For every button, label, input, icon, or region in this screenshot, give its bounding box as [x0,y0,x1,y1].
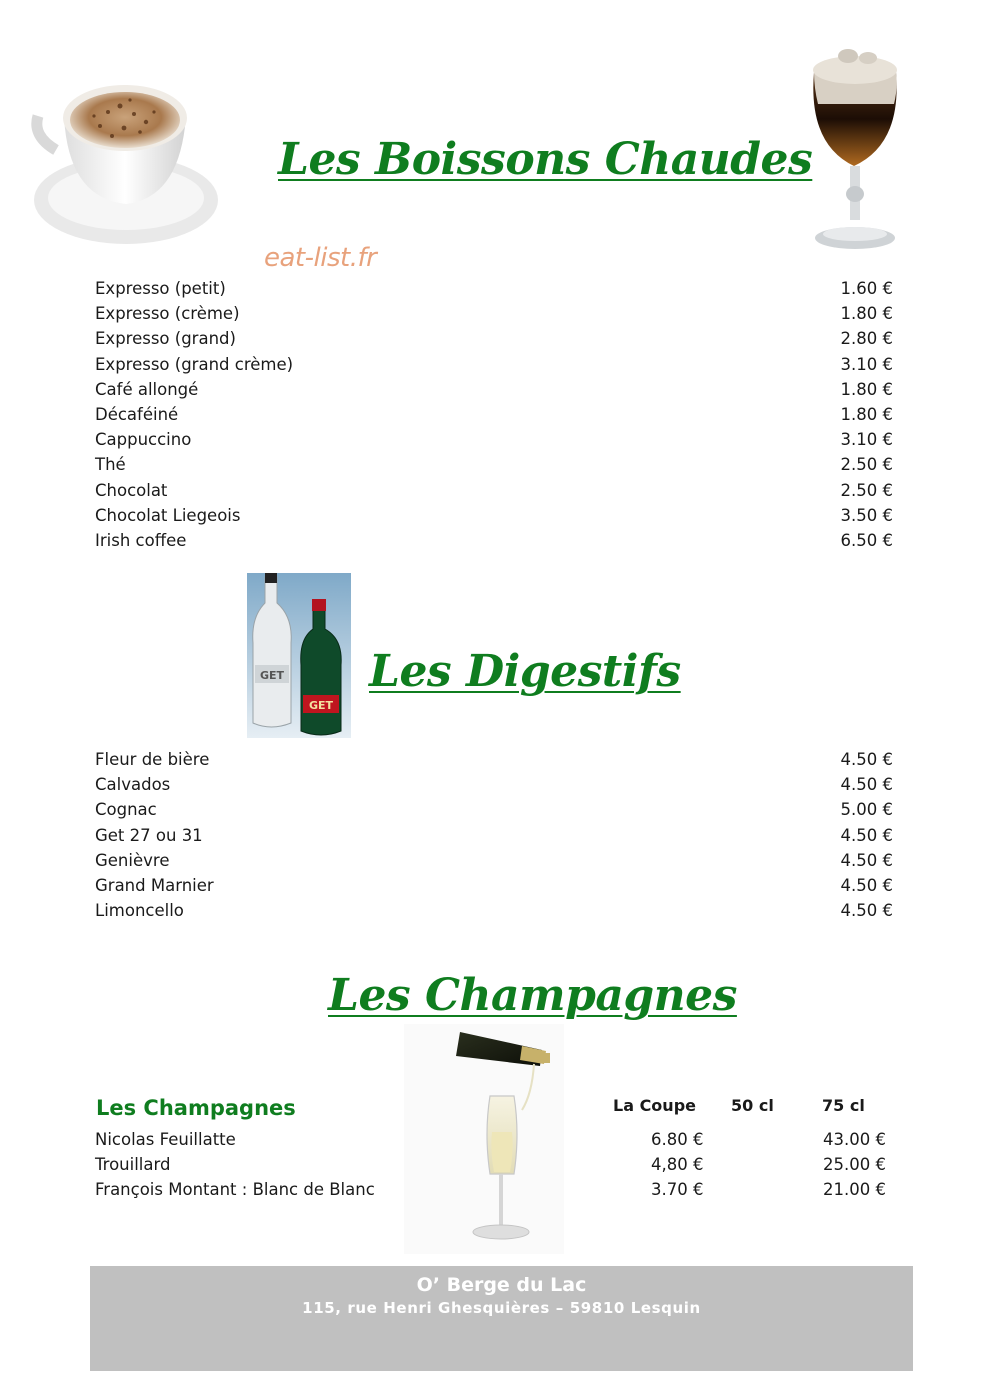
list-item [95,772,893,797]
list-item [95,301,893,326]
champagnes-subtitle: Les Champagnes [96,1096,296,1120]
list-item [95,747,893,772]
liqueur-bottles-image [247,573,351,738]
item-name: Expresso (crème) [95,304,240,324]
item-name: Expresso (grand) [95,329,236,349]
item-price: 2.80 € [840,329,893,349]
list-item [95,452,893,477]
list-item [95,402,893,427]
champagne-name: Trouillard [95,1155,171,1174]
champagne-name: François Montant : Blanc de Blanc [95,1180,375,1199]
champagne-name: Nicolas Feuillatte [95,1130,236,1149]
restaurant-address: 115, rue Henri Ghesquières – 59810 Lesquin [302,1299,701,1317]
item-name: Calvados [95,775,171,795]
list-item [95,503,893,528]
list-item [95,528,893,553]
item-price: 5.00 € [840,800,893,820]
column-header-coupe: La Coupe [613,1096,696,1115]
item-price: 4.50 € [840,875,893,895]
item-name: Chocolat Liegeois [95,505,241,525]
table-row [95,1127,895,1152]
cappuccino-cup-image [28,76,223,248]
list-item [95,427,893,452]
price-75cl: 25.00 € [823,1155,886,1174]
item-name: Genièvre [95,850,170,870]
item-price: 2.50 € [840,455,893,475]
table-row [95,1177,895,1202]
item-name: Get 27 ou 31 [95,825,203,845]
price-coupe: 3.70 € [651,1180,704,1199]
footer-banner [90,1266,913,1371]
item-name: Décaféiné [95,404,179,424]
item-price: 4.50 € [840,750,893,769]
champagnes-title: Les Champagnes [328,970,737,1021]
list-item [95,352,893,377]
list-item [95,873,893,898]
list-item [95,823,893,848]
list-item [95,848,893,873]
item-name: Fleur de bière [95,750,210,769]
price-75cl: 21.00 € [823,1180,886,1199]
digestifs-title: Les Digestifs [369,646,681,697]
irish-coffee-glass-image [806,44,906,254]
price-coupe: 4,80 € [651,1155,704,1174]
list-item [95,377,893,402]
item-price: 1.60 € [840,279,893,298]
item-name: Thé [95,455,126,475]
item-name: Irish coffee [95,530,187,550]
item-price: 1.80 € [840,379,893,399]
item-name: Chocolat [95,480,168,500]
list-item [95,478,893,503]
restaurant-name: O’ Berge du Lac [416,1274,587,1296]
item-price: 1.80 € [840,404,893,424]
hot-drinks-list [95,276,893,553]
item-price: 4.50 € [840,901,893,921]
item-name: Cognac [95,800,157,820]
bottle-label-2: GET [308,699,334,712]
item-price: 4.50 € [840,850,893,870]
watermark-text: eat-list.fr [264,243,377,273]
item-name: Limoncello [95,901,184,921]
list-item [95,326,893,351]
item-price: 3.50 € [840,505,893,525]
item-price: 1.80 € [840,304,893,324]
column-header-75cl: 75 cl [822,1096,865,1115]
item-price: 3.10 € [840,430,893,450]
item-price: 2.50 € [840,480,893,500]
price-75cl: 43.00 € [823,1130,886,1149]
item-price: 6.50 € [840,530,893,550]
table-row [95,1152,895,1177]
item-name: Cappuccino [95,430,192,450]
hot-drinks-title: Les Boissons Chaudes [278,134,813,185]
price-coupe: 6.80 € [651,1130,704,1149]
item-name: Expresso (petit) [95,279,226,298]
item-name: Café allongé [95,379,199,399]
list-item [95,276,893,301]
item-name: Expresso (grand crème) [95,354,294,374]
item-name: Grand Marnier [95,875,214,895]
item-price: 4.50 € [840,825,893,845]
list-item [95,898,893,923]
column-header-50cl: 50 cl [731,1096,774,1115]
bottle-label-1: GET [259,669,285,682]
item-price: 3.10 € [840,354,893,374]
list-item [95,797,893,822]
item-price: 4.50 € [840,775,893,795]
digestifs-list [95,747,893,923]
